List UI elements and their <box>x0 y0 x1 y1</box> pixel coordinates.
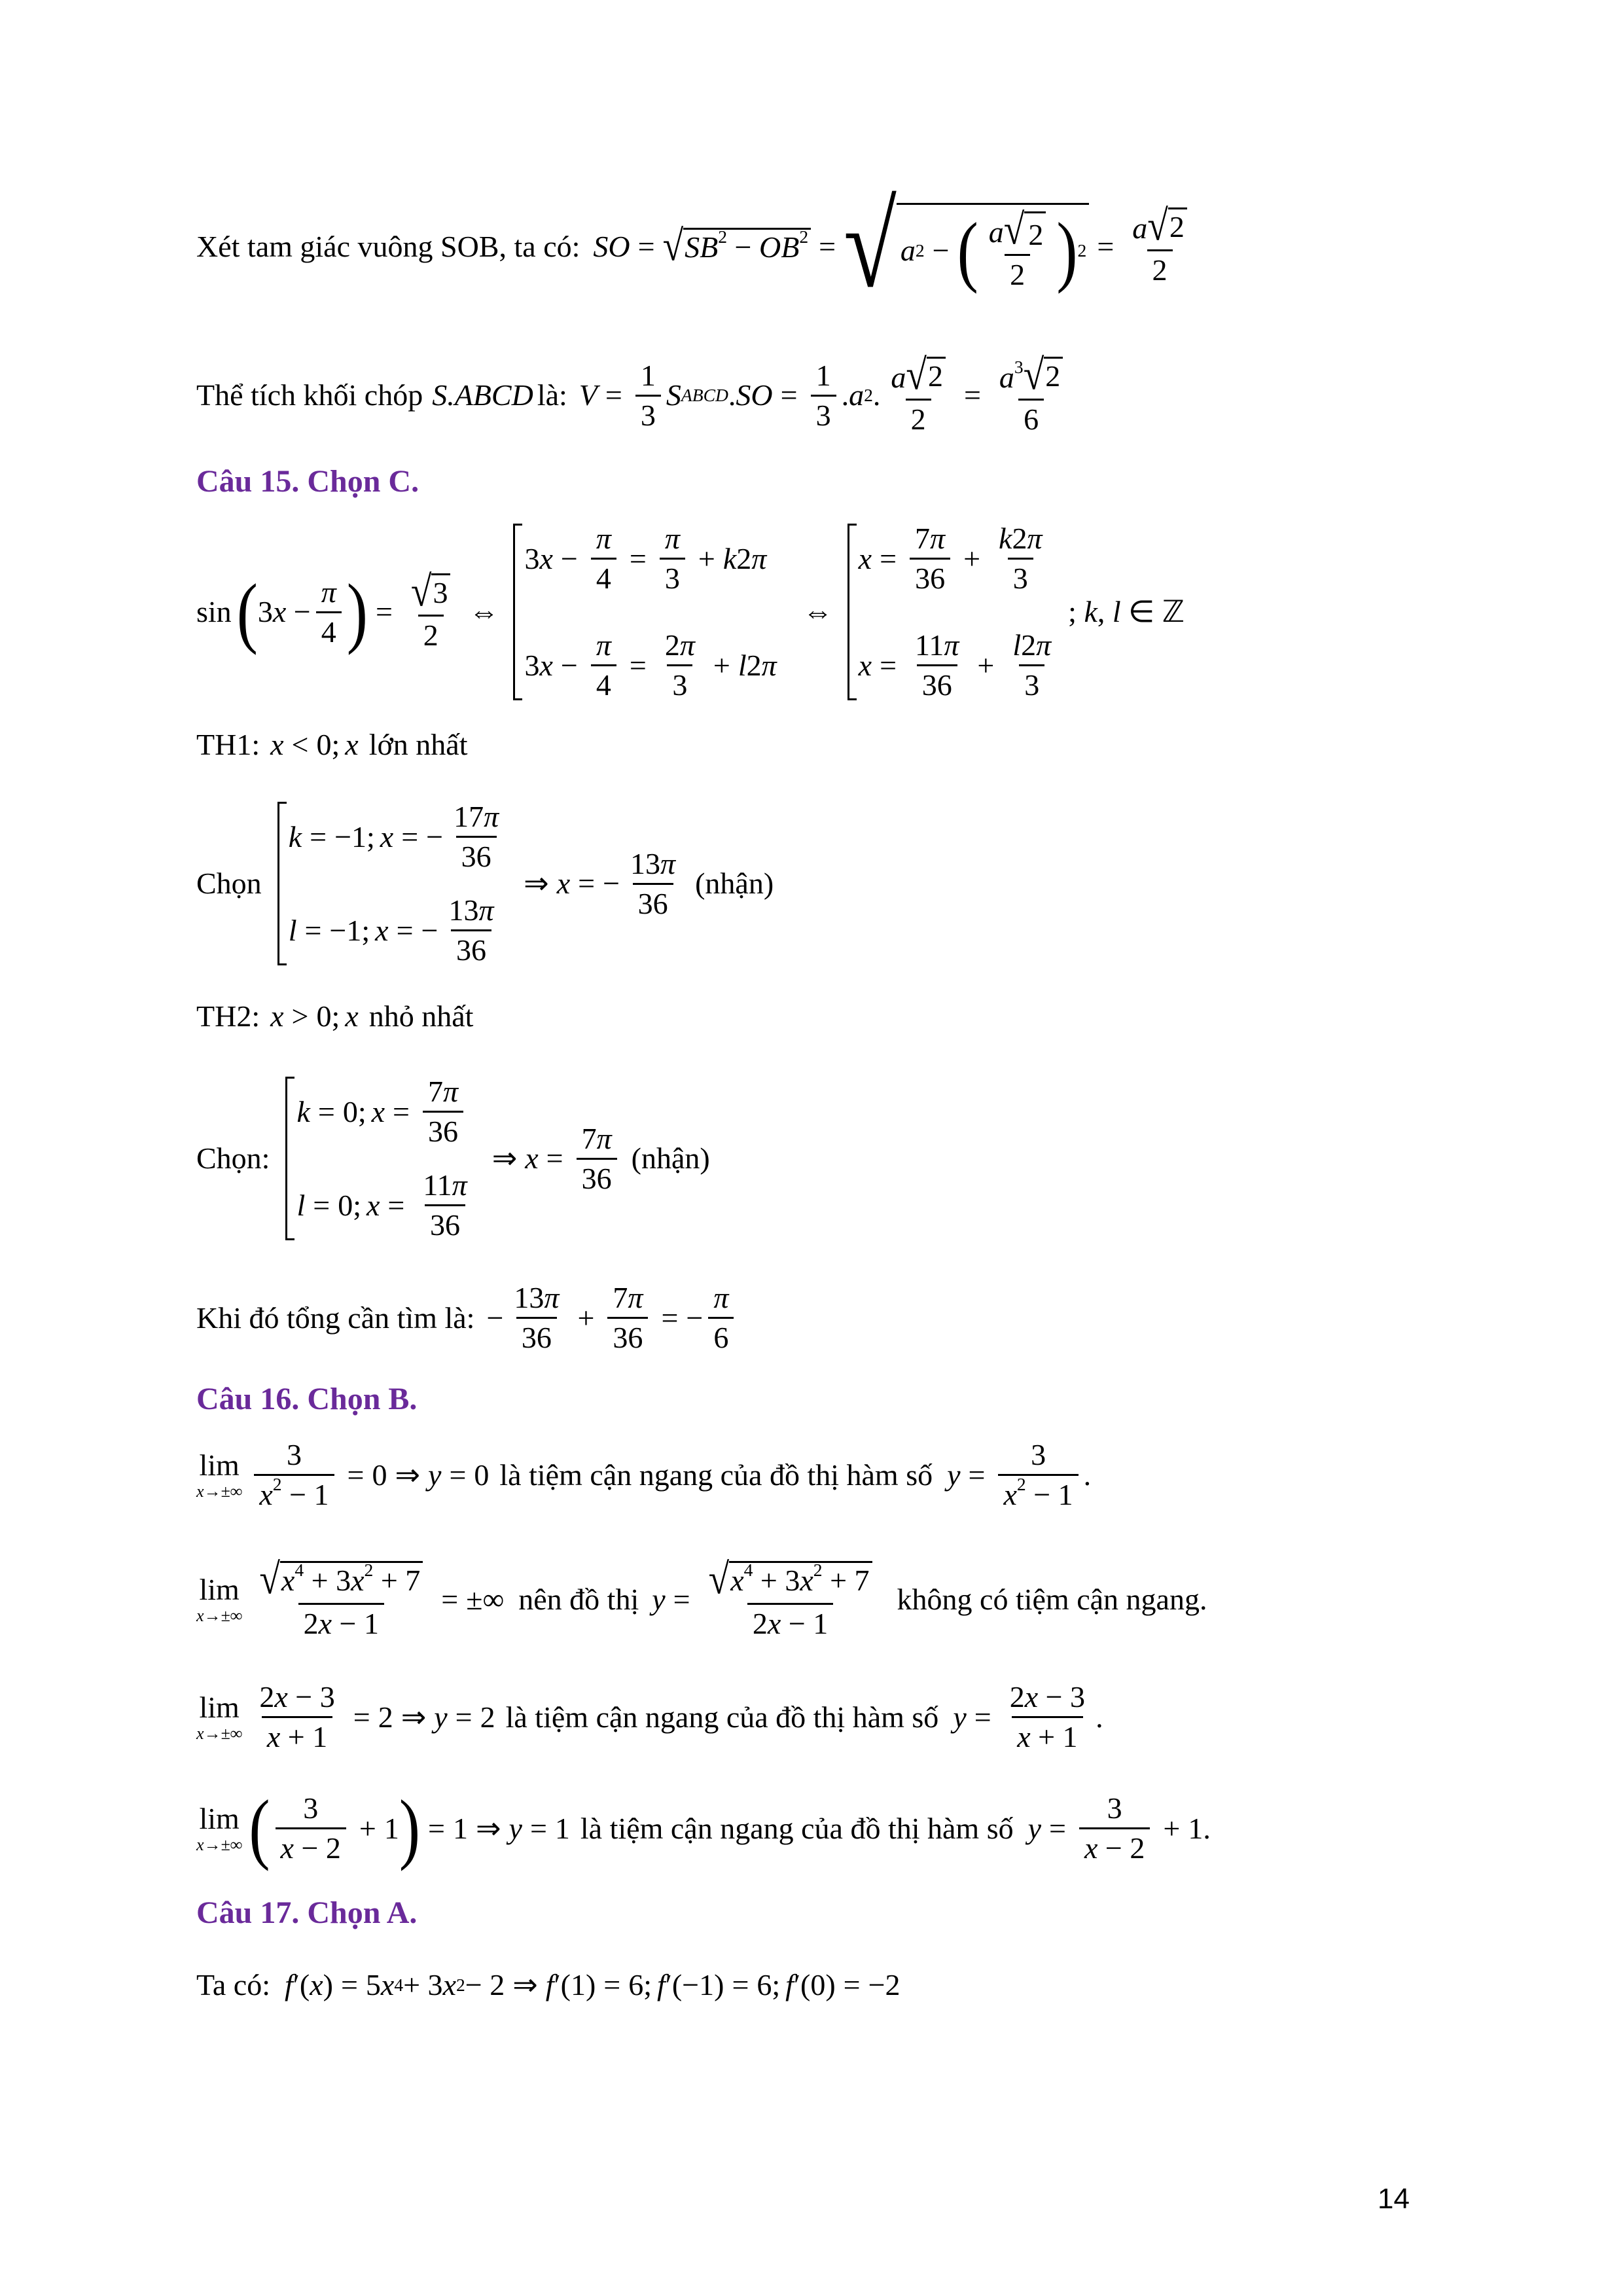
choose-2-label: Chọn: <box>196 1141 270 1175</box>
case-1-line: TH1: x < 0; x lớn nhất <box>196 728 468 761</box>
volume-line-text: Thể tích khối chóp <box>196 378 423 412</box>
limit-line-2-text-a: nên đồ thị <box>518 1583 639 1617</box>
limit-line-3: lim x→±∞ $\frac{2x - 3}{x + 1}$ = 2 ⇒ y = 2 là tiệm cận ngang của đồ thị hàm số y = $\frac{2x - 3}{x + 1}$ . <box>196 1680 1103 1753</box>
so-line-text: Xét tam giác vuông SOB, ta có: <box>196 229 580 263</box>
limit-line-1: lim x→±∞ $\frac{3}{x^2 - 1}$ = 0 ⇒ y = 0 là tiệm cận ngang của đồ thị hàm số y = $\frac{3}{x^2 - 1}$ . <box>196 1438 1092 1511</box>
sum-line: Khi đó tổng cần tìm là: − $\frac{13\pi}{36}$ + $\frac{7\pi}{36}$ = − $\frac{\pi}{6}$ <box>196 1283 739 1353</box>
limit-line-4-text: là tiệm cận ngang của đồ thị hàm số <box>580 1811 1014 1845</box>
limit-line-4: lim x→±∞ ( $\frac{3}{x - 2}$ + 1 ) = 1 ⇒ y = 1 là tiệm cận ngang của đồ thị hàm số y = $\frac{3}{x - 2}$ + 1. <box>196 1784 1211 1872</box>
case-2-tail: nhỏ nhất <box>368 999 474 1033</box>
so-line: Xét tam giác vuông SOB, ta có: SO = √ $SB^2 - OB^2$ = √ a 2 − ( a √ 2 2 ) 2 = a √ 2 2 <box>196 203 1198 290</box>
question-16-heading: Câu 16. Chọn B. <box>196 1382 418 1416</box>
volume-line: Thể tích khối chóp S.ABCD là: V = $\frac{1}{3}$ S ABCD . SO = $\frac{1}{3}$ . a 2 . a √ 2 2 = $a^3$ √ 2 6 <box>196 357 1073 435</box>
pyramid-name: S.ABCD <box>432 378 533 412</box>
derivative-text: Ta có: <box>196 1968 271 2001</box>
sin-equation: sin ( 3x − $\frac{\pi}{4}$ ) = √ 3 2 ⇔ 3 x − $\frac{\pi}{4}$ = $\frac{\pi}{3}$ + k 2 π 3 x − $\frac{\pi}{4}$ = $\frac{2\pi}{3}$ + l 2 π ⇔ x = $\frac{7\pi}{36}$ + $\frac{k2\pi}{3}$ x = $\frac{11\pi}{36}$ + $\frac{l2\pi}{3}$ ; k, l ∈ ℤ <box>196 522 1185 702</box>
case-1-label: TH1: <box>196 728 260 761</box>
case-2-line: TH2: x > 0; x nhỏ nhất <box>196 999 474 1033</box>
case-1-tail: lớn nhất <box>368 728 468 761</box>
volume-la: là: <box>537 378 567 412</box>
accepted-2: (nhận) <box>631 1141 710 1175</box>
choose-1-label: Chọn <box>196 867 262 900</box>
case-2-label: TH2: <box>196 999 260 1033</box>
choose-1-line: Chọn k = −1; x = − $\frac{17\pi}{36}$ l = −1; x = − $\frac{13\pi}{36}$ ⇒ x = − $\frac{13\pi}{36}$ (nhận) <box>196 800 774 967</box>
page-number: 14 <box>1378 2183 1410 2215</box>
limit-line-2: lim x→±∞ √ $x^4 + 3x^2 + 7$ 2x − 1 = ±∞ nên đồ thị y = √ $x^4 + 3x^2 + 7$ 2x − 1 không có tiệm cận ngang. <box>196 1556 1207 1640</box>
limit-line-3-text: là tiệm cận ngang của đồ thị hàm số <box>505 1700 939 1734</box>
accepted-1: (nhận) <box>695 867 774 900</box>
choose-2-line: Chọn: k = 0; x = $\frac{7\pi}{36}$ l = 0; x = $\frac{11\pi}{36}$ ⇒ x = $\frac{7\pi}{36}$ (nhận) <box>196 1075 710 1242</box>
question-15-heading: Câu 15. Chọn C. <box>196 464 419 499</box>
sum-text: Khi đó tổng cần tìm là: <box>196 1300 475 1335</box>
derivative-line: Ta có: f ′( x ) = 5 x 4 + 3 x 2 − 2 ⇒ f ′(1) = 6; f ′(−1) = 6; f ′(0) = −2 <box>196 1968 901 2001</box>
limit-line-1-text: là tiệm cận ngang của đồ thị hàm số <box>499 1458 933 1492</box>
limit-line-2-text-b: không có tiệm cận ngang. <box>897 1583 1207 1617</box>
question-17-heading: Câu 17. Chọn A. <box>196 1895 418 1930</box>
